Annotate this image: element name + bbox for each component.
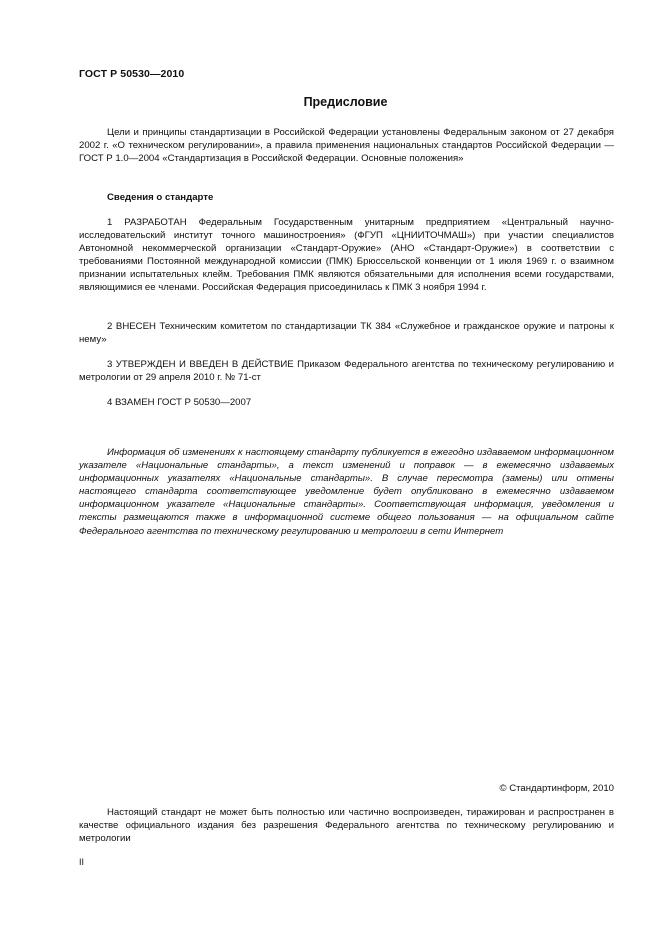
item-3-section [79,358,614,384]
item-2-section [79,320,614,346]
rights-section [79,806,614,845]
intro-section [79,126,614,165]
notice-paragraph: Информация об изменениях к настоящему стандарту публикуется в ежегодно издаваемом информационном указателе «Национальные стандарты», а текст изменений и поправок — в ежемесячно издаваемых информационных указателях «Национальные стандарты». В случае пересмотра (замены) или отмены настоящего стандарта соответствующее уведомление будет опубликовано в ежемесячно издаваемом информационном указателе «Национальные стандарты». Соответствующая информация, уведомления и тексты размещаются также в информационной системе общего пользования — на официальном сайте Федерального агентства по техническому регулированию и метрологии в сети Интернет [79,447,614,537]
notice-section [79,446,614,538]
item-1-section [79,216,614,295]
rights-paragraph: Настоящий стандарт не может быть полностью или частично воспроизведен, тиражирован и распространен в качестве официального издания без разрешения Федерального агентства по техническому регулированию и метрологии [79,807,614,845]
info-heading-section [79,191,614,204]
item-1: 1 РАЗРАБОТАН Федеральным Государственным унитарным предприятием «Центральный научно-исследовательский институт точного машиностроения» (ФГУП «ЦНИИТОЧМАШ») при участии специалистов Автономной некоммерческой организации «Стандарт-Оружие» (АНО «Стандарт-Оружие») в соответствии с требованиями Постоянной международной комиссии (ПМК) Брюссельской конвенции от 1 июля 1969 г. о взаимном признании испытательных клейм. Требования ПМК являются обязательными для исполнения всеми государствами, являющимися ее членами. Российская Федерация присоединилась к ПМК 3 ноября 1994 г. [79,217,614,294]
intro-paragraph: Цели и принципы стандартизации в Российской Федерации установлены Федеральным законом от 27 декабря 2002 г. «О техническом регулировании», а правила применения национальных стандартов Российской Федерации — ГОСТ Р 1.0—2004 «Стандартизация в Российской Федерации. Основные положения» [79,127,614,165]
page-number: II [79,857,85,867]
item-4-section [79,396,614,409]
document-code-header: ГОСТ Р 50530—2010 [79,68,185,80]
info-heading: Сведения о стандарте [107,192,214,203]
page-title: Предисловие [303,95,388,109]
item-2: 2 ВНЕСЕН Техническим комитетом по стандартизации ТК 384 «Служебное и гражданское оружие и патроны к нему» [79,321,614,346]
item-3: 3 УТВЕРЖДЕН И ВВЕДЕН В ДЕЙСТВИЕ Приказом Федерального агентства по техническому регулированию и метрологии от 29 апреля 2010 г. № 71-ст [79,359,614,384]
copyright-line: © Стандартинформ, 2010 [499,783,614,794]
item-4: 4 ВЗАМЕН ГОСТ Р 50530—2007 [107,397,252,408]
